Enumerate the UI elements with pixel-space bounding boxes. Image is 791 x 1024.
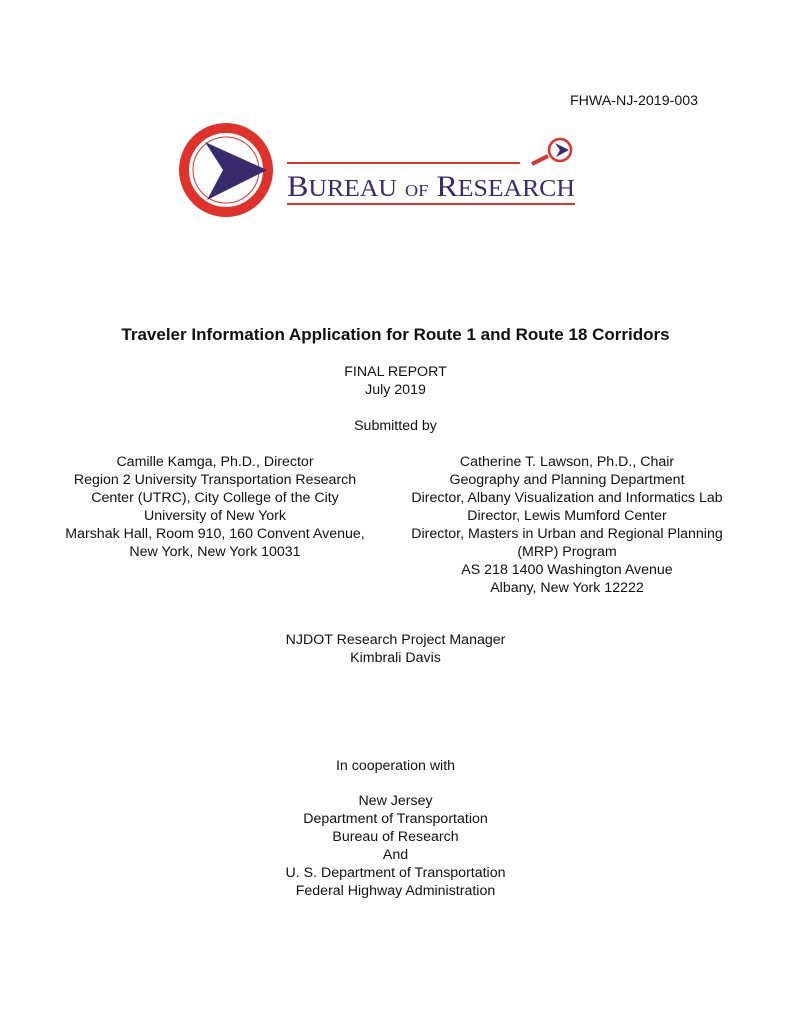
- author-line: AS 218 1400 Washington Avenue: [461, 562, 673, 578]
- report-type: FINAL REPORT: [344, 364, 447, 380]
- author-line: Geography and Planning Department: [449, 472, 685, 488]
- author-line: Center (UTRC), City College of the City: [91, 490, 339, 506]
- manager-role: NJDOT Research Project Manager: [285, 632, 506, 648]
- cooperation-line: New Jersey: [358, 793, 433, 809]
- cooperation-line: U. S. Department of Transportation: [285, 865, 506, 881]
- author-line: (MRP) Program: [517, 544, 617, 560]
- manager-name: Kimbrali Davis: [350, 650, 441, 666]
- submitted-by: Submitted by: [354, 418, 437, 434]
- cooperation-line: Bureau of Research: [332, 829, 459, 845]
- author-left-block: [15, 453, 415, 561]
- cooperation-block: [0, 792, 791, 900]
- author-line: Catherine T. Lawson, Ph.D., Chair: [459, 454, 675, 470]
- author-line: New York, New York 10031: [129, 544, 301, 560]
- author-line: Albany, New York 12222: [490, 580, 644, 596]
- author-line: Region 2 University Transportation Research: [73, 472, 357, 488]
- cooperation-heading: In cooperation with: [335, 758, 456, 774]
- report-title: Traveler Information Application for Route 1 and Route 18 Corridors: [121, 325, 670, 344]
- author-line: Camille Kamga, Ph.D., Director: [116, 454, 314, 470]
- njdot-seal-icon: [184, 128, 268, 212]
- author-line: Marshak Hall, Room 910, 160 Convent Avenue,: [65, 526, 365, 542]
- bureau-of-research-logo: [175, 120, 595, 230]
- cooperation-line: Department of Transportation: [303, 811, 488, 827]
- cooperation-line: Federal Highway Administration: [295, 883, 496, 899]
- report-date: July 2019: [365, 382, 426, 398]
- cooperation-line: And: [382, 847, 409, 863]
- author-line: Director, Lewis Mumford Center: [467, 508, 667, 524]
- report-number: FHWA-NJ-2019-003: [570, 93, 698, 109]
- magnifier-icon: [532, 139, 571, 164]
- project-manager: [0, 631, 791, 667]
- author-line: Director, Masters in Urban and Regional Planning: [411, 526, 723, 542]
- author-line: University of New York: [144, 508, 286, 524]
- svg-text:BUREAU OF RESEARCH: BUREAU OF RESEARCH: [287, 170, 568, 203]
- author-line: Director, Albany Visualization and Informatics Lab: [411, 490, 723, 506]
- author-right-block: [367, 453, 767, 597]
